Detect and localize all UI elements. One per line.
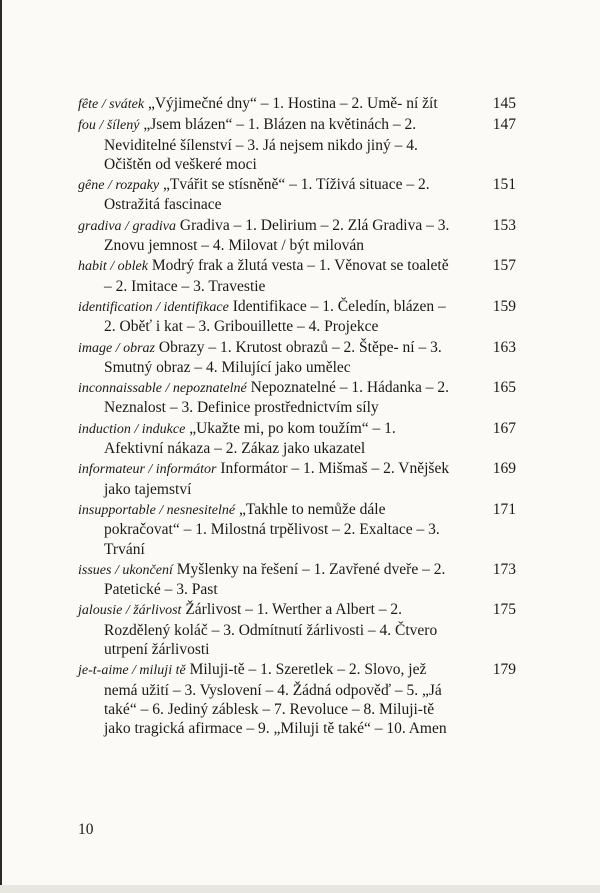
entry-page: 157 bbox=[492, 257, 516, 275]
entry-page: 151 bbox=[492, 176, 516, 194]
entry-page: 165 bbox=[492, 379, 516, 397]
entry-text: Identifikace – 1. Čeledín, blázen – 2. Oběť i kat – 3. Gribouillette – 4. Projekce bbox=[104, 297, 446, 336]
toc-entry bbox=[78, 175, 518, 215]
entry-text: Miluji-tě – 1. Szeretlek – 2. Slovo, jež nemá užití – 3. Vyslovení – 4. Žádná odpověď – 5. „Já také“ – 6. Jediný záblesk – 7. Revoluce – 8. Miluji-tě jako tragická afirmace – 9. „Miluji tě také“ – 10. Amen bbox=[104, 661, 447, 738]
toc-entry bbox=[78, 600, 518, 659]
entry-keyword: fête / svátek bbox=[78, 97, 145, 112]
entry-keyword: image / obraz bbox=[78, 340, 155, 356]
entry-text: „Tvářit se stísněně“ – 1. Tíživá situace – 2. Ostražitá fascinace bbox=[104, 176, 430, 214]
toc-entry bbox=[78, 297, 518, 337]
entry-keyword: inconnaissable / nepoznatelné bbox=[78, 381, 247, 397]
toc-entry bbox=[78, 660, 518, 738]
entry-page: 159 bbox=[492, 297, 516, 315]
toc-entry bbox=[78, 115, 518, 174]
toc-entry bbox=[78, 338, 518, 378]
page-number: 10 bbox=[78, 821, 94, 838]
entry-keyword: insupportable / nesnesitelné bbox=[78, 502, 236, 518]
entry-keyword: induction / indukce bbox=[78, 421, 186, 437]
entry-page: 163 bbox=[492, 338, 516, 356]
entry-text: „Takhle to nemůže dále pokračovat“ – 1. Milostná trpělivost – 2. Exaltace – 3. Trvání bbox=[104, 500, 440, 558]
table-of-contents bbox=[78, 94, 518, 740]
entry-text: Informátor – 1. Mišmaš – 2. Vnějšek jako tajemství bbox=[104, 460, 450, 498]
toc-entry bbox=[78, 378, 518, 418]
entry-keyword: informateur / informátor bbox=[78, 462, 217, 478]
entry-keyword: jalousie / žárlivost bbox=[78, 603, 182, 619]
entry-keyword: je-t-aime / miluji tě bbox=[78, 663, 186, 679]
entry-text: „Jsem blázen“ – 1. Blázen na květinách – 2. Neviditelné šílenství – 3. Já nejsem nikdo jiný – 4. Očištěn od veškeré moci bbox=[104, 116, 418, 173]
entry-page: 153 bbox=[492, 216, 516, 234]
entry-page: 145 bbox=[492, 95, 516, 112]
toc-entry bbox=[78, 216, 518, 256]
entry-text: Nepoznatelné – 1. Hádanka – 2. Neznalost – 3. Definice prostřednictvím síly bbox=[104, 379, 450, 417]
toc-entry bbox=[78, 419, 518, 459]
entry-text: Žárlivost – 1. Werther a Albert – 2. Rozdělený koláč – 3. Odmítnutí žárlivosti – 4. Čtvero utrpení žárlivosti bbox=[104, 601, 438, 659]
entry-page: 179 bbox=[492, 661, 516, 679]
entry-text: Obrazy – 1. Krutost obrazů – 2. Štěpe- ní – 3. Smutný obraz – 4. Milující jako umělec bbox=[104, 338, 442, 376]
entry-page: 173 bbox=[492, 560, 516, 578]
entry-keyword: gradiva / gradiva bbox=[78, 218, 176, 234]
entry-page: 171 bbox=[492, 500, 516, 518]
toc-entry bbox=[78, 459, 518, 499]
toc-entry bbox=[78, 256, 518, 296]
entry-text: „Výjimečné dny“ – 1. Hostina – 2. Umě- ní žít bbox=[147, 95, 438, 112]
entry-text: Myšlenky na řešení – 1. Zavřené dveře – 2. Patetické – 3. Past bbox=[104, 560, 446, 599]
entry-keyword: habit / oblek bbox=[78, 259, 148, 275]
entry-page: 169 bbox=[492, 460, 516, 478]
entry-page: 175 bbox=[492, 601, 516, 619]
toc-entry bbox=[78, 94, 518, 114]
entry-keyword: identification / identifikace bbox=[78, 299, 229, 315]
entry-text: Modrý frak a žlutá vesta – 1. Věnovat se toaletě – 2. Imitace – 3. Travestie bbox=[104, 257, 449, 295]
entry-text: Gradiva – 1. Delirium – 2. Zlá Gradiva – 3. Znovu jemnost – 4. Milovat / být milován bbox=[104, 216, 450, 255]
toc-entry bbox=[78, 500, 518, 559]
entry-keyword: issues / ukončení bbox=[78, 562, 173, 578]
entry-page: 167 bbox=[492, 419, 516, 437]
page-shadow bbox=[0, 885, 600, 893]
entry-keyword: fou / šílený bbox=[78, 118, 140, 134]
toc-entry bbox=[78, 560, 518, 600]
entry-page: 147 bbox=[492, 116, 516, 134]
page-edge bbox=[0, 0, 2, 893]
entry-keyword: gêne / rozpaky bbox=[78, 178, 160, 194]
entry-text: „Ukažte mi, po kom toužím“ – 1. Afektivní nákaza – 2. Zákaz jako ukazatel bbox=[104, 419, 396, 458]
